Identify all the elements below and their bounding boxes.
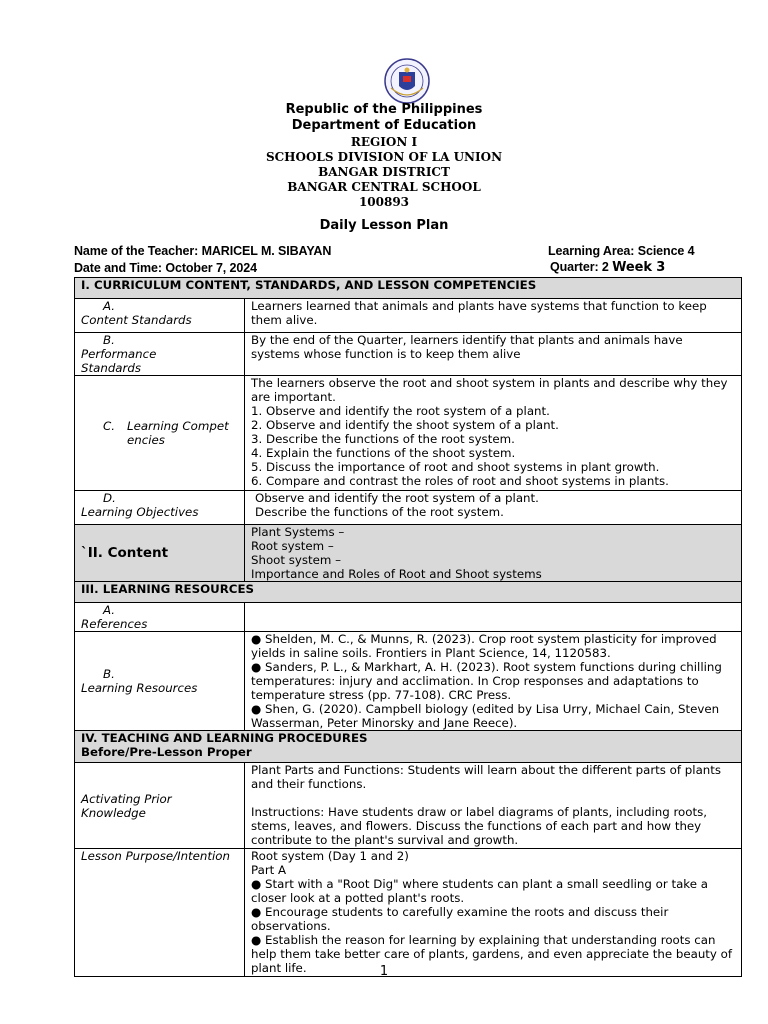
- content-item: Root system –: [251, 539, 334, 553]
- purpose-line: Part A: [251, 863, 287, 877]
- content-item: Importance and Roles of Root and Shoot systems: [251, 567, 542, 581]
- competency-item: 1. Observe and identify the root system of a plant.: [251, 404, 550, 418]
- content-standards-text: Learners learned that animals and plants have systems that function to keep them alive.: [245, 299, 742, 333]
- learning-objectives-label: D.Learning Objectives: [75, 491, 245, 525]
- header-region: REGION I: [350, 135, 418, 149]
- quarter: Quarter: 2: [550, 260, 609, 274]
- performance-standards-text: By the end of the Quarter, learners identify that plants and animals have systems whose function is to keep them alive: [245, 333, 742, 376]
- content-item: Plant Systems –: [251, 525, 345, 539]
- quarter-week: [550, 260, 665, 275]
- header-department: Department of Education: [291, 118, 477, 133]
- purpose-line: Root system (Day 1 and 2): [251, 849, 409, 863]
- prior-knowledge-label: Activating Prior Knowledge: [75, 763, 245, 849]
- date-time: Date and Time: October 7, 2024: [74, 261, 257, 275]
- header-republic: Republic of the Philippines: [285, 102, 483, 117]
- learning-objectives-text: [245, 491, 742, 525]
- content-label: `II. Content: [81, 545, 169, 561]
- deped-seal-logo: [379, 58, 435, 104]
- section-3-title: III. LEARNING RESOURCES: [75, 582, 742, 603]
- purpose-item: ● Encourage students to carefully examine the roots and discuss their observations.: [251, 905, 669, 933]
- content-standards-label: A.Content Standards: [75, 299, 245, 333]
- section-1-title: I. CURRICULUM CONTENT, STANDARDS, AND LESSON COMPETENCIES: [75, 278, 742, 299]
- section-4-heading: IV. TEACHING AND LEARNING PROCEDURES: [81, 731, 368, 745]
- competency-item: 6. Compare and contrast the roles of root and shoot systems in plants.: [251, 474, 669, 488]
- resource-item: ● Shelden, M. C., & Munns, R. (2023). Crop root system plasticity for improved yields in saline soils. Frontiers in Plant Science, 14, 1120583.: [251, 632, 717, 660]
- content-text: [245, 525, 742, 582]
- content-label-cell: [75, 525, 245, 582]
- performance-standards-label: B.Performance Standards: [75, 333, 245, 376]
- section-4-subheading: Before/Pre-Lesson Proper: [81, 745, 252, 759]
- objective-item: Observe and identify the root system of a plant.: [255, 491, 539, 505]
- prior-knowledge-p2: Instructions: Have students draw or label diagrams of plants, including roots, stems, leaves, and flowers. Discuss the functions of each part and how they contribute to the plant's survival and growth.: [251, 805, 707, 847]
- header-school: BANGAR CENTRAL SCHOOL: [287, 180, 481, 194]
- document-title: Daily Lesson Plan: [319, 218, 449, 233]
- prior-knowledge-text: [245, 763, 742, 849]
- references-text: [245, 603, 742, 632]
- header-division: SCHOOLS DIVISION OF LA UNION: [265, 150, 503, 164]
- prior-knowledge-p1: Plant Parts and Functions: Students will learn about the different parts of plants and their functions.: [251, 763, 722, 791]
- learning-resources-label: B.Learning Resources: [75, 632, 245, 731]
- learning-resources-text: [245, 632, 742, 731]
- resource-item: ● Shen, G. (2020). Campbell biology (edited by Lisa Urry, Michael Cain, Steven Wasserman, Peter Minorsky and Jane Reece).: [251, 702, 720, 730]
- content-item: Shoot system –: [251, 553, 342, 567]
- section-4-title: [75, 731, 742, 763]
- competency-item: 3. Describe the functions of the root system.: [251, 432, 515, 446]
- teacher-name: Name of the Teacher: MARICEL M. SIBAYAN: [74, 244, 332, 258]
- lesson-purpose-text: [245, 849, 742, 977]
- lesson-purpose-label: Lesson Purpose/Intention: [75, 849, 245, 977]
- page-number: 1: [379, 964, 389, 979]
- purpose-item: ● Establish the reason for learning by explaining that understanding roots can help them take better care of plants, gardens, and even appreciate the beauty of plant life.: [251, 933, 733, 975]
- learning-competencies-label: C. Learning Competencies: [75, 376, 245, 491]
- purpose-item: ● Start with a "Root Dig" where students can plant a small seedling or take a closer look at a potted plant's roots.: [251, 877, 708, 905]
- objective-item: Describe the functions of the root system.: [255, 505, 504, 519]
- competency-item: 5. Discuss the importance of root and shoot systems in plant growth.: [251, 460, 660, 474]
- competencies-intro: The learners observe the root and shoot system in plants and describe why they are important.: [251, 376, 728, 404]
- resource-item: ● Sanders, P. L., & Markhart, A. H. (2023). Root system functions during chilling temperatures: injury and acclimation. In Crop responses and adaptations to temperature stress (pp. 77-108). CRC Press.: [251, 660, 722, 702]
- references-label: A.References: [75, 603, 245, 632]
- header-district: BANGAR DISTRICT: [318, 165, 450, 179]
- competency-item: 4. Explain the functions of the shoot system.: [251, 446, 516, 460]
- week: Week 3: [612, 260, 666, 275]
- lesson-plan-table: [74, 277, 742, 977]
- header-school-id: 100893: [358, 195, 410, 209]
- competency-item: 2. Observe and identify the shoot system of a plant.: [251, 418, 559, 432]
- learning-area: Learning Area: Science 4: [548, 244, 695, 258]
- learning-competencies-text: [245, 376, 742, 491]
